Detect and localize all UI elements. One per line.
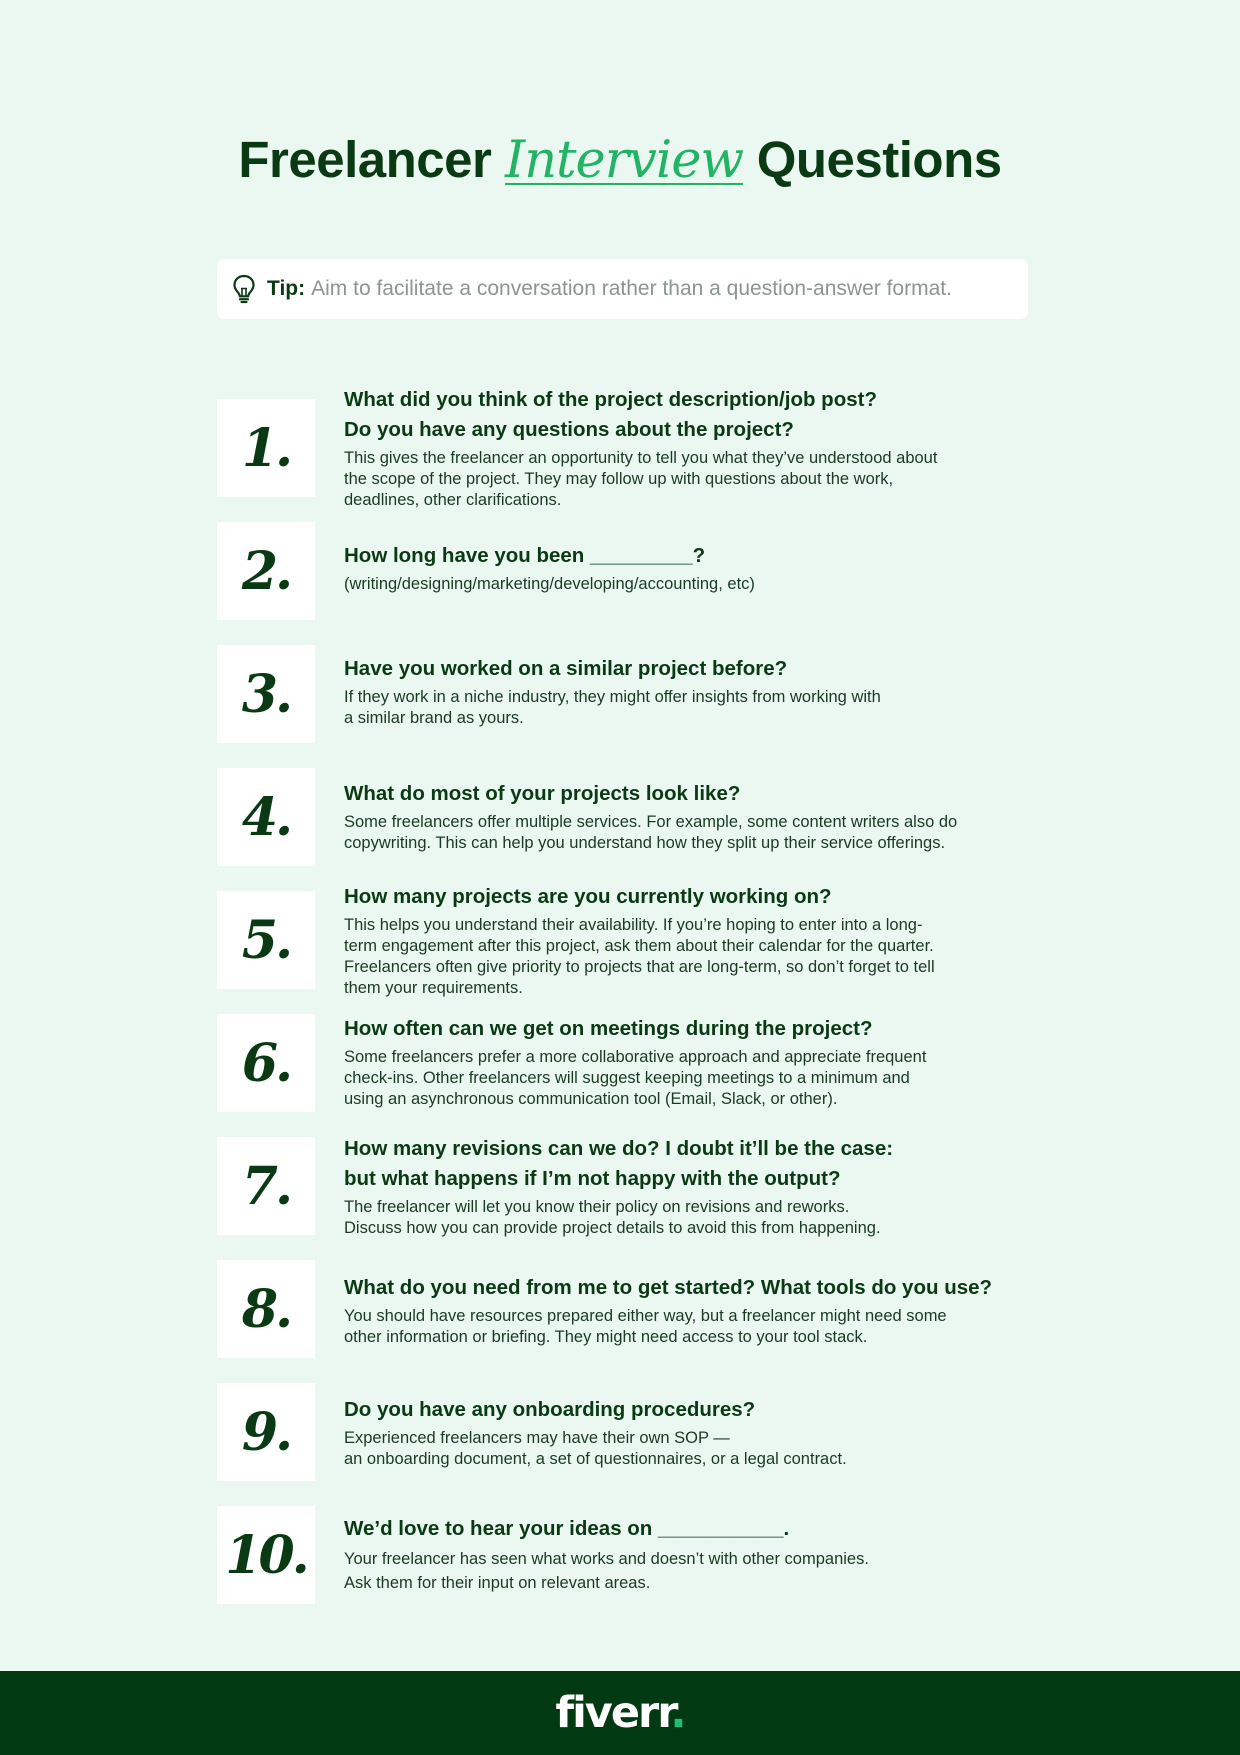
question-heading: We’d love to hear your ideas on ___________. <box>344 1517 790 1540</box>
question-number: 2. <box>217 522 315 620</box>
question-heading: What do most of your projects look like? <box>344 782 741 805</box>
lightbulb-icon <box>231 274 257 304</box>
question-number: 6. <box>217 1014 315 1112</box>
question-detail: Your freelancer has seen what works and doesn’t with other companies. Ask them for their input on relevant areas. <box>344 1550 869 1592</box>
question-number: 3. <box>217 645 315 743</box>
question-number: 4. <box>217 768 315 866</box>
question-heading: What did you think of the project description/job post? Do you have any questions about the project? <box>344 388 877 441</box>
question-number: 5. <box>217 891 315 989</box>
fiverr-logo <box>555 1687 685 1738</box>
question-heading: How many revisions can we do? I doubt it’ll be the case: but what happens if I’m not happy with the output? <box>344 1137 894 1190</box>
question-detail: If they work in a niche industry, they might offer insights from working with a similar brand as yours. <box>344 688 881 727</box>
logo-dot: . <box>670 1687 685 1738</box>
tip-text: Aim to facilitate a conversation rather than a question-answer format. <box>311 277 952 300</box>
question-heading: How often can we get on meetings during the project? <box>344 1017 873 1040</box>
page-title <box>0 128 1240 193</box>
question-number: 7. <box>217 1137 315 1235</box>
question-detail: You should have resources prepared either way, but a freelancer might need some other information or briefing. They might need access to your tool stack. <box>344 1307 947 1346</box>
question-detail: The freelancer will let you know their policy on revisions and reworks. Discuss how you can provide project details to avoid this from happening. <box>344 1198 881 1237</box>
question-detail: (writing/designing/marketing/developing/accounting, etc) <box>344 575 755 593</box>
question-number: 10. <box>217 1506 315 1604</box>
question-detail: This helps you understand their availability. If you’re hoping to enter into a long- term engagement after this project, ask them about their calendar for the quarter. Freelancers often give priority to projects that are long-term, so don’t forget to tell them your requirements. <box>344 916 935 997</box>
question-detail: Some freelancers offer multiple services. For example, some content writers also do copywriting. This can help you understand how they split up their service offerings. <box>344 813 958 852</box>
tip-label: Tip: <box>267 277 306 300</box>
question-number: 9. <box>217 1383 315 1481</box>
question-heading: Have you worked on a similar project before? <box>344 657 788 680</box>
question-number: 1. <box>217 399 315 497</box>
logo-text: fiverr <box>555 1687 671 1738</box>
question-heading: What do you need from me to get started? What tools do you use? <box>344 1276 993 1299</box>
title-after: Questions <box>756 131 1002 188</box>
question-detail: Some freelancers prefer a more collaborative approach and appreciate frequent check-ins. Other freelancers will suggest keeping meetings to a minimum and using an asynchronous communication tool (Email, Slack, or other). <box>344 1048 927 1108</box>
question-detail: Experienced freelancers may have their own SOP — an onboarding document, a set of questionnaires, or a legal contract. <box>344 1429 847 1468</box>
title-accent: Interview <box>505 131 744 190</box>
question-heading: How long have you been _________? <box>344 544 706 567</box>
tip-box <box>217 259 1028 319</box>
question-heading: Do you have any onboarding procedures? <box>344 1398 756 1421</box>
footer <box>0 1671 1240 1755</box>
title-before: Freelancer <box>238 131 492 188</box>
question-number: 8. <box>217 1260 315 1358</box>
question-detail: This gives the freelancer an opportunity to tell you what they’ve understood about the scope of the project. They may follow up with questions about the work, deadlines, other clarifications. <box>344 449 938 509</box>
question-heading: How many projects are you currently working on? <box>344 885 832 908</box>
